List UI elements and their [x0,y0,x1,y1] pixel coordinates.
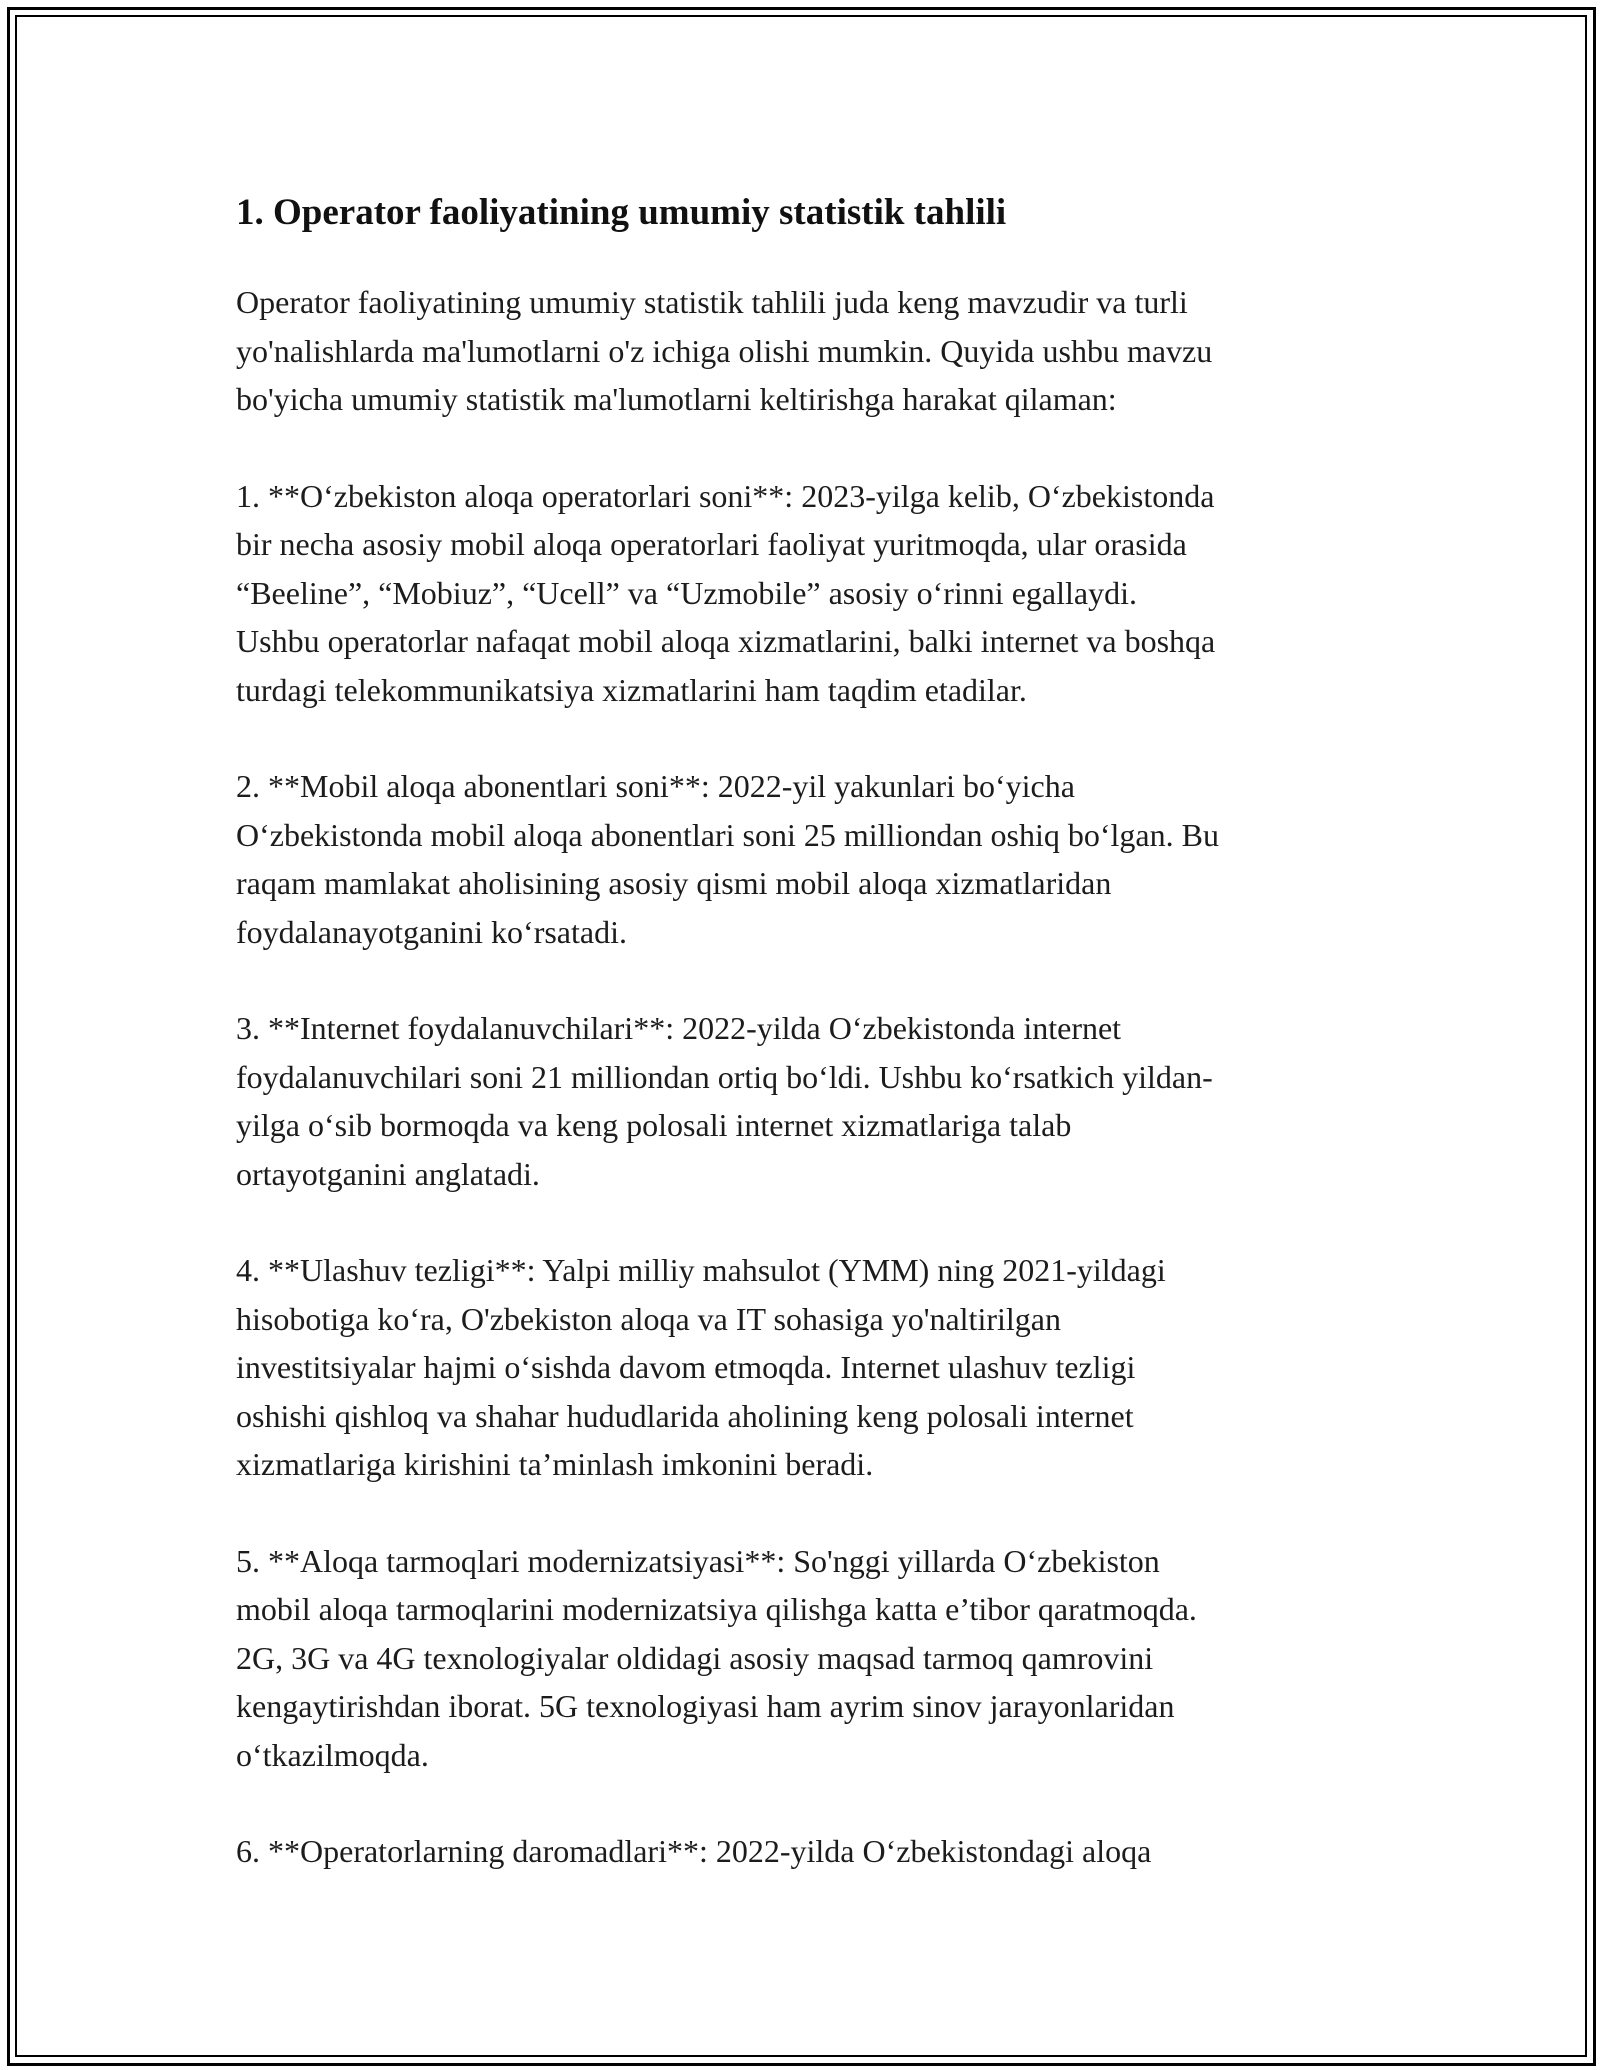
paragraph-internet-users: 3. **Internet foydalanuvchilari**: 2022-yilda Oʻzbekistonda internet foydalanuvchilari soni 21 milliondan ortiq boʻldi. Ushbu koʻrsatkich yildan- yilga oʻsib bormoqda va keng polosali internet xizmatlariga talab ortayotganini anglatadi. [236,1010,1213,1192]
paragraph-operator-revenue: 6. **Operatorlarning daromadlari**: 2022-yilda Oʻzbekistondagi aloqa [236,1833,1152,1869]
paragraph-mobile-subscribers: 2. **Mobil aloqa abonentlari soni**: 2022-yil yakunlari boʻyicha Oʻzbekistonda mobil aloqa abonentlari soni 25 milliondan oshiq boʻlgan. Bu raqam mamlakat aholisining asosiy qismi mobil aloqa xizmatlaridan foydalanayotganini koʻrsatadi. [236,768,1219,950]
paragraph-operators-count: 1. **Oʻzbekiston aloqa operatorlari soni**: 2023-yilga kelib, Oʻzbekistonda bir necha asosiy mobil aloqa operatorlari faoliyat yuritmoqda, ular orasida “Beeline”, “Mobiuz”, “Ucell” va “Uzmobile” asosiy oʻrinni egallaydi. Ushbu operatorlar nafaqat mobil aloqa xizmatlarini, balki internet va boshqa turdagi telekommunikatsiya xizmatlarini ham taqdim etadilar. [236,477,1216,708]
paragraph-network-modernization: 5. **Aloqa tarmoqlari modernizatsiyasi**: So'nggi yillarda Oʻzbekiston mobil aloqa tarmoqlarini modernizatsiya qilishga katta e’tibor qaratmoqda. 2G, 3G va 4G texnologiyalar oldidagi asosiy maqsad tarmoq qamrovini kengaytirishdan iborat. 5G texnologiyasi ham ayrim sinov jarayonlaridan oʻtkazilmoqda. [236,1542,1197,1773]
document-title: 1. Operator faoliyatining umumiy statistik tahlili [236,192,1007,233]
document-page [236,186,1416,1924]
paragraph-connection-speed: 4. **Ulashuv tezligi**: Yalpi milliy mahsulot (YMM) ning 2021-yildagi hisobotiga koʻra, O'zbekiston aloqa va IT sohasiga yo'naltirilgan investitsiyalar hajmi oʻsishda davom etmoqda. Internet ulashuv tezligi oshishi qishloq va shahar hududlarida aholining keng polosali internet xizmatlariga kirishini ta’minlash imkonini beradi. [236,1252,1166,1482]
intro-paragraph: Operator faoliyatining umumiy statistik tahlili juda keng mavzudir va turli yo'nalishlarda ma'lumotlarni o'z ichiga olishi mumkin. Quyida ushbu mavzu bo'yicha umumiy statistik ma'lumotlarni keltirishga harakat qilaman: [236,284,1213,417]
